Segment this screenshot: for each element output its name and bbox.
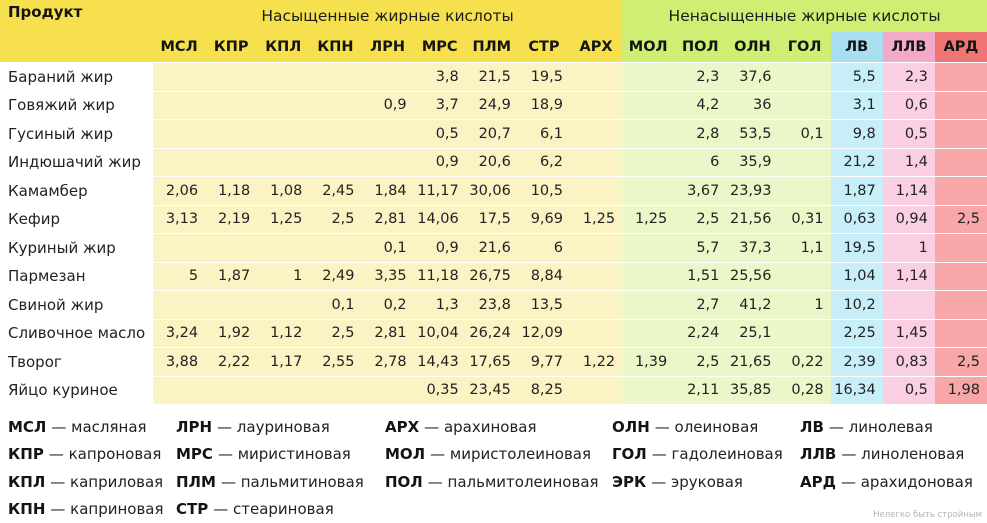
product-name: Говяжий жир — [0, 91, 153, 120]
value-cell — [779, 62, 831, 91]
value-cell — [257, 119, 309, 148]
legend-abbreviation: МСЛ — [8, 418, 47, 436]
value-cell: 6 — [674, 148, 726, 177]
value-cell — [622, 91, 674, 120]
value-cell: 3,24 — [153, 319, 205, 348]
legend-abbreviation: КПР — [8, 445, 44, 464]
value-cell — [935, 319, 987, 348]
value-cell — [205, 91, 257, 120]
value-cell — [362, 119, 414, 148]
value-cell: 3,1 — [831, 91, 883, 120]
value-cell — [622, 233, 674, 262]
value-cell: 35,85 — [726, 376, 778, 405]
column-header: АРД — [935, 32, 987, 62]
legend-column — [385, 414, 599, 496]
value-cell — [205, 62, 257, 91]
value-cell — [622, 119, 674, 148]
legend-acid-name: — эруковая — [651, 472, 743, 491]
legend-abbreviation: АРХ — [385, 418, 420, 436]
value-cell: 10,04 — [414, 319, 466, 348]
legend-abbreviation: КПН — [8, 499, 46, 518]
value-cell: 1,98 — [935, 376, 987, 405]
value-cell: 20,7 — [466, 119, 518, 148]
value-cell: 1,22 — [570, 347, 622, 376]
value-cell: 0,31 — [779, 205, 831, 234]
value-cell — [935, 290, 987, 319]
value-cell: 8,25 — [518, 376, 570, 405]
value-cell: 1,18 — [205, 176, 257, 205]
column-header: АРХ — [570, 32, 622, 62]
value-cell: 1,51 — [674, 262, 726, 291]
value-cell: 0,83 — [883, 347, 935, 376]
value-cell — [622, 176, 674, 205]
value-cell: 2,22 — [205, 347, 257, 376]
value-cell: 0,6 — [883, 91, 935, 120]
legend-acid-name: — арахиновая — [424, 418, 537, 436]
value-cell — [153, 233, 205, 262]
value-cell: 30,06 — [466, 176, 518, 205]
value-cell: 0,35 — [414, 376, 466, 405]
value-cell: 26,75 — [466, 262, 518, 291]
value-cell — [257, 233, 309, 262]
product-name: Сливочное масло — [0, 319, 153, 348]
value-cell: 1,08 — [257, 176, 309, 205]
value-cell: 1,87 — [831, 176, 883, 205]
value-cell: 14,06 — [414, 205, 466, 234]
legend-item — [8, 441, 164, 468]
value-cell: 13,5 — [518, 290, 570, 319]
legend-item — [385, 414, 599, 441]
legend-abbreviation: АРД — [800, 472, 836, 491]
value-cell — [883, 290, 935, 319]
column-header: ПОЛ — [674, 32, 726, 62]
value-cell: 19,5 — [518, 62, 570, 91]
value-cell: 35,9 — [726, 148, 778, 177]
value-cell — [570, 119, 622, 148]
value-cell — [309, 62, 361, 91]
value-cell: 20,6 — [466, 148, 518, 177]
value-cell: 3,8 — [414, 62, 466, 91]
value-cell: 23,45 — [466, 376, 518, 405]
column-header: ГОЛ — [779, 32, 831, 62]
value-cell — [205, 233, 257, 262]
value-cell — [570, 148, 622, 177]
value-cell — [935, 91, 987, 120]
value-cell: 2,5 — [674, 205, 726, 234]
value-cell: 0,5 — [883, 119, 935, 148]
value-cell — [935, 262, 987, 291]
value-cell: 11,17 — [414, 176, 466, 205]
value-cell — [935, 148, 987, 177]
value-cell: 21,5 — [466, 62, 518, 91]
value-cell: 1,25 — [570, 205, 622, 234]
value-cell: 0,63 — [831, 205, 883, 234]
value-cell: 1,3 — [414, 290, 466, 319]
value-cell — [570, 233, 622, 262]
value-cell: 0,1 — [362, 233, 414, 262]
value-cell: 2,5 — [309, 205, 361, 234]
value-cell — [257, 376, 309, 405]
legend-item — [176, 469, 364, 496]
value-cell — [153, 62, 205, 91]
column-header: МОЛ — [622, 32, 674, 62]
value-cell — [257, 91, 309, 120]
legend-column — [612, 414, 783, 496]
value-cell: 5 — [153, 262, 205, 291]
value-cell: 1 — [257, 262, 309, 291]
value-cell: 0,5 — [414, 119, 466, 148]
value-cell: 21,65 — [726, 347, 778, 376]
value-cell — [622, 319, 674, 348]
column-header: МСЛ — [153, 32, 205, 62]
value-cell: 1 — [883, 233, 935, 262]
value-cell: 6,2 — [518, 148, 570, 177]
value-cell: 21,2 — [831, 148, 883, 177]
value-cell: 2,3 — [674, 62, 726, 91]
value-cell: 9,69 — [518, 205, 570, 234]
value-cell: 3,88 — [153, 347, 205, 376]
value-cell: 25,56 — [726, 262, 778, 291]
value-cell: 9,8 — [831, 119, 883, 148]
value-cell: 0,28 — [779, 376, 831, 405]
legend-acid-name: — арахидоновая — [840, 472, 973, 491]
value-cell: 9,77 — [518, 347, 570, 376]
value-cell: 2,55 — [309, 347, 361, 376]
value-cell: 0,94 — [883, 205, 935, 234]
value-cell: 1,04 — [831, 262, 883, 291]
value-cell — [935, 62, 987, 91]
value-cell — [935, 119, 987, 148]
value-cell: 0,9 — [414, 148, 466, 177]
product-name: Бараний жир — [0, 62, 153, 91]
value-cell: 4,2 — [674, 91, 726, 120]
value-cell — [205, 148, 257, 177]
legend-item — [176, 496, 364, 523]
value-cell: 23,93 — [726, 176, 778, 205]
legend-abbreviation: ЛРН — [176, 418, 213, 436]
value-cell: 1,14 — [883, 176, 935, 205]
value-cell: 0,9 — [362, 91, 414, 120]
value-cell: 2,5 — [935, 205, 987, 234]
value-cell: 1,25 — [622, 205, 674, 234]
value-cell: 24,9 — [466, 91, 518, 120]
value-cell: 3,67 — [674, 176, 726, 205]
legend-acid-name: — каприловая — [50, 472, 164, 491]
value-cell — [779, 319, 831, 348]
value-cell: 3,13 — [153, 205, 205, 234]
legend-abbreviation: МРС — [176, 445, 213, 464]
value-cell — [309, 119, 361, 148]
legend-abbreviation: МОЛ — [385, 445, 426, 464]
product-name: Свиной жир — [0, 290, 153, 319]
value-cell: 2,25 — [831, 319, 883, 348]
value-cell: 2,7 — [674, 290, 726, 319]
value-cell: 0,5 — [883, 376, 935, 405]
legend-abbreviation: СТР — [176, 499, 209, 518]
value-cell: 17,65 — [466, 347, 518, 376]
value-cell: 5,5 — [831, 62, 883, 91]
value-cell: 1,87 — [205, 262, 257, 291]
value-cell — [205, 290, 257, 319]
legend-acid-name: — миристолеиновая — [430, 445, 592, 464]
legend-acid-name: — пальмитолеиновая — [427, 472, 599, 491]
value-cell: 2,24 — [674, 319, 726, 348]
value-cell: 2,11 — [674, 376, 726, 405]
value-cell: 1,1 — [779, 233, 831, 262]
value-cell: 10,2 — [831, 290, 883, 319]
value-cell — [779, 176, 831, 205]
value-cell: 26,24 — [466, 319, 518, 348]
value-cell: 25,1 — [726, 319, 778, 348]
value-cell: 12,09 — [518, 319, 570, 348]
column-header: ЛРН — [362, 32, 414, 62]
value-cell — [570, 262, 622, 291]
value-cell: 0,22 — [779, 347, 831, 376]
legend-abbreviation: ЭРК — [612, 472, 647, 491]
value-cell: 53,5 — [726, 119, 778, 148]
value-cell: 2,39 — [831, 347, 883, 376]
value-cell — [153, 290, 205, 319]
value-cell — [935, 176, 987, 205]
watermark: Нелегко быть стройным — [873, 510, 982, 520]
legend-item — [176, 414, 364, 441]
value-cell — [779, 91, 831, 120]
value-cell — [205, 119, 257, 148]
group-header-saturated: Насыщенные жирные кислоты — [153, 0, 622, 32]
legend-acid-name: — пальмитиновая — [220, 472, 364, 491]
value-cell — [257, 148, 309, 177]
value-cell: 0,1 — [309, 290, 361, 319]
legend-column — [176, 414, 364, 523]
legend-acid-name: — олеиновая — [654, 418, 759, 436]
value-cell: 16,34 — [831, 376, 883, 405]
legend-abbreviation: ПОЛ — [385, 472, 423, 491]
value-cell — [309, 233, 361, 262]
column-header: КПЛ — [257, 32, 309, 62]
value-cell — [622, 290, 674, 319]
value-cell — [622, 376, 674, 405]
column-header: КПН — [309, 32, 361, 62]
column-header: МРС — [414, 32, 466, 62]
value-cell: 2,8 — [674, 119, 726, 148]
product-name: Кефир — [0, 205, 153, 234]
value-cell: 1,45 — [883, 319, 935, 348]
legend-abbreviation: ГОЛ — [612, 445, 647, 464]
value-cell — [779, 148, 831, 177]
value-cell: 1,92 — [205, 319, 257, 348]
abbreviation-legend — [0, 414, 987, 523]
value-cell — [570, 319, 622, 348]
value-cell: 6 — [518, 233, 570, 262]
legend-item — [800, 441, 973, 468]
legend-item — [612, 414, 783, 441]
legend-acid-name: — капроновая — [48, 445, 162, 464]
value-cell — [779, 262, 831, 291]
column-header: СТР — [518, 32, 570, 62]
value-cell — [622, 262, 674, 291]
legend-item — [612, 469, 783, 496]
value-cell: 2,5 — [309, 319, 361, 348]
value-cell: 14,43 — [414, 347, 466, 376]
legend-item — [800, 414, 973, 441]
product-name: Гусиный жир — [0, 119, 153, 148]
value-cell: 17,5 — [466, 205, 518, 234]
value-cell: 1 — [779, 290, 831, 319]
value-cell: 10,5 — [518, 176, 570, 205]
value-cell — [622, 148, 674, 177]
value-cell — [570, 91, 622, 120]
product-name: Яйцо куриное — [0, 376, 153, 405]
value-cell: 1,84 — [362, 176, 414, 205]
legend-acid-name: — каприновая — [50, 499, 164, 518]
product-header: Продукт — [0, 0, 153, 62]
legend-item — [8, 414, 164, 441]
value-cell — [309, 376, 361, 405]
legend-column — [8, 414, 164, 523]
value-cell: 3,35 — [362, 262, 414, 291]
value-cell — [309, 91, 361, 120]
legend-abbreviation: ПЛМ — [176, 472, 216, 491]
value-cell: 0,2 — [362, 290, 414, 319]
value-cell — [153, 119, 205, 148]
value-cell — [309, 148, 361, 177]
value-cell — [362, 62, 414, 91]
value-cell — [935, 233, 987, 262]
legend-abbreviation: ОЛН — [612, 418, 650, 436]
legend-acid-name: — миристиновая — [217, 445, 351, 464]
legend-acid-name: — линолевая — [828, 418, 933, 436]
group-header-unsaturated: Ненасыщенные жирные кислоты — [622, 0, 987, 32]
legend-item — [176, 441, 364, 468]
value-cell: 1,17 — [257, 347, 309, 376]
value-cell: 2,5 — [935, 347, 987, 376]
value-cell — [570, 62, 622, 91]
value-cell: 2,19 — [205, 205, 257, 234]
value-cell — [570, 176, 622, 205]
column-header: ПЛМ — [466, 32, 518, 62]
legend-item — [385, 441, 599, 468]
value-cell — [362, 148, 414, 177]
value-cell: 11,18 — [414, 262, 466, 291]
value-cell: 21,6 — [466, 233, 518, 262]
value-cell — [257, 62, 309, 91]
value-cell: 1,39 — [622, 347, 674, 376]
value-cell — [362, 376, 414, 405]
legend-item — [385, 469, 599, 496]
value-cell: 2,06 — [153, 176, 205, 205]
value-cell — [570, 290, 622, 319]
value-cell: 2,5 — [674, 347, 726, 376]
value-cell: 2,49 — [309, 262, 361, 291]
legend-column — [800, 414, 973, 496]
value-cell: 1,14 — [883, 262, 935, 291]
value-cell: 1,12 — [257, 319, 309, 348]
value-cell: 8,84 — [518, 262, 570, 291]
legend-acid-name: — линоленовая — [841, 445, 965, 464]
product-name: Творог — [0, 347, 153, 376]
value-cell: 23,8 — [466, 290, 518, 319]
column-header: ЛЛВ — [883, 32, 935, 62]
value-cell: 0,9 — [414, 233, 466, 262]
product-name: Куриный жир — [0, 233, 153, 262]
value-cell: 2,78 — [362, 347, 414, 376]
legend-item — [8, 496, 164, 523]
value-cell: 1,25 — [257, 205, 309, 234]
value-cell — [622, 62, 674, 91]
value-cell — [257, 290, 309, 319]
legend-abbreviation: ЛВ — [800, 418, 824, 436]
value-cell — [205, 376, 257, 405]
product-name: Пармезан — [0, 262, 153, 291]
value-cell: 2,3 — [883, 62, 935, 91]
value-cell — [570, 376, 622, 405]
value-cell: 37,3 — [726, 233, 778, 262]
value-cell: 0,1 — [779, 119, 831, 148]
legend-acid-name: — гадолеиновая — [651, 445, 783, 464]
value-cell: 36 — [726, 91, 778, 120]
value-cell — [153, 376, 205, 405]
product-name: Камамбер — [0, 176, 153, 205]
value-cell: 18,9 — [518, 91, 570, 120]
value-cell: 2,45 — [309, 176, 361, 205]
legend-item — [8, 469, 164, 496]
value-cell: 3,7 — [414, 91, 466, 120]
value-cell: 2,81 — [362, 205, 414, 234]
value-cell: 1,4 — [883, 148, 935, 177]
legend-acid-name: — лауриновая — [217, 418, 330, 436]
column-header: КПР — [205, 32, 257, 62]
value-cell: 19,5 — [831, 233, 883, 262]
column-header: ОЛН — [726, 32, 778, 62]
value-cell: 6,1 — [518, 119, 570, 148]
value-cell — [153, 148, 205, 177]
value-cell: 2,81 — [362, 319, 414, 348]
column-header: ЛВ — [831, 32, 883, 62]
legend-acid-name: — стеариновая — [213, 499, 334, 518]
value-cell: 5,7 — [674, 233, 726, 262]
product-name: Индюшачий жир — [0, 148, 153, 177]
value-cell: 37,6 — [726, 62, 778, 91]
value-cell — [153, 91, 205, 120]
value-cell: 41,2 — [726, 290, 778, 319]
legend-item — [800, 469, 973, 496]
legend-acid-name: — масляная — [51, 418, 147, 436]
value-cell: 21,56 — [726, 205, 778, 234]
legend-item — [612, 441, 783, 468]
legend-abbreviation: ЛЛВ — [800, 445, 837, 464]
legend-abbreviation: КПЛ — [8, 472, 46, 491]
